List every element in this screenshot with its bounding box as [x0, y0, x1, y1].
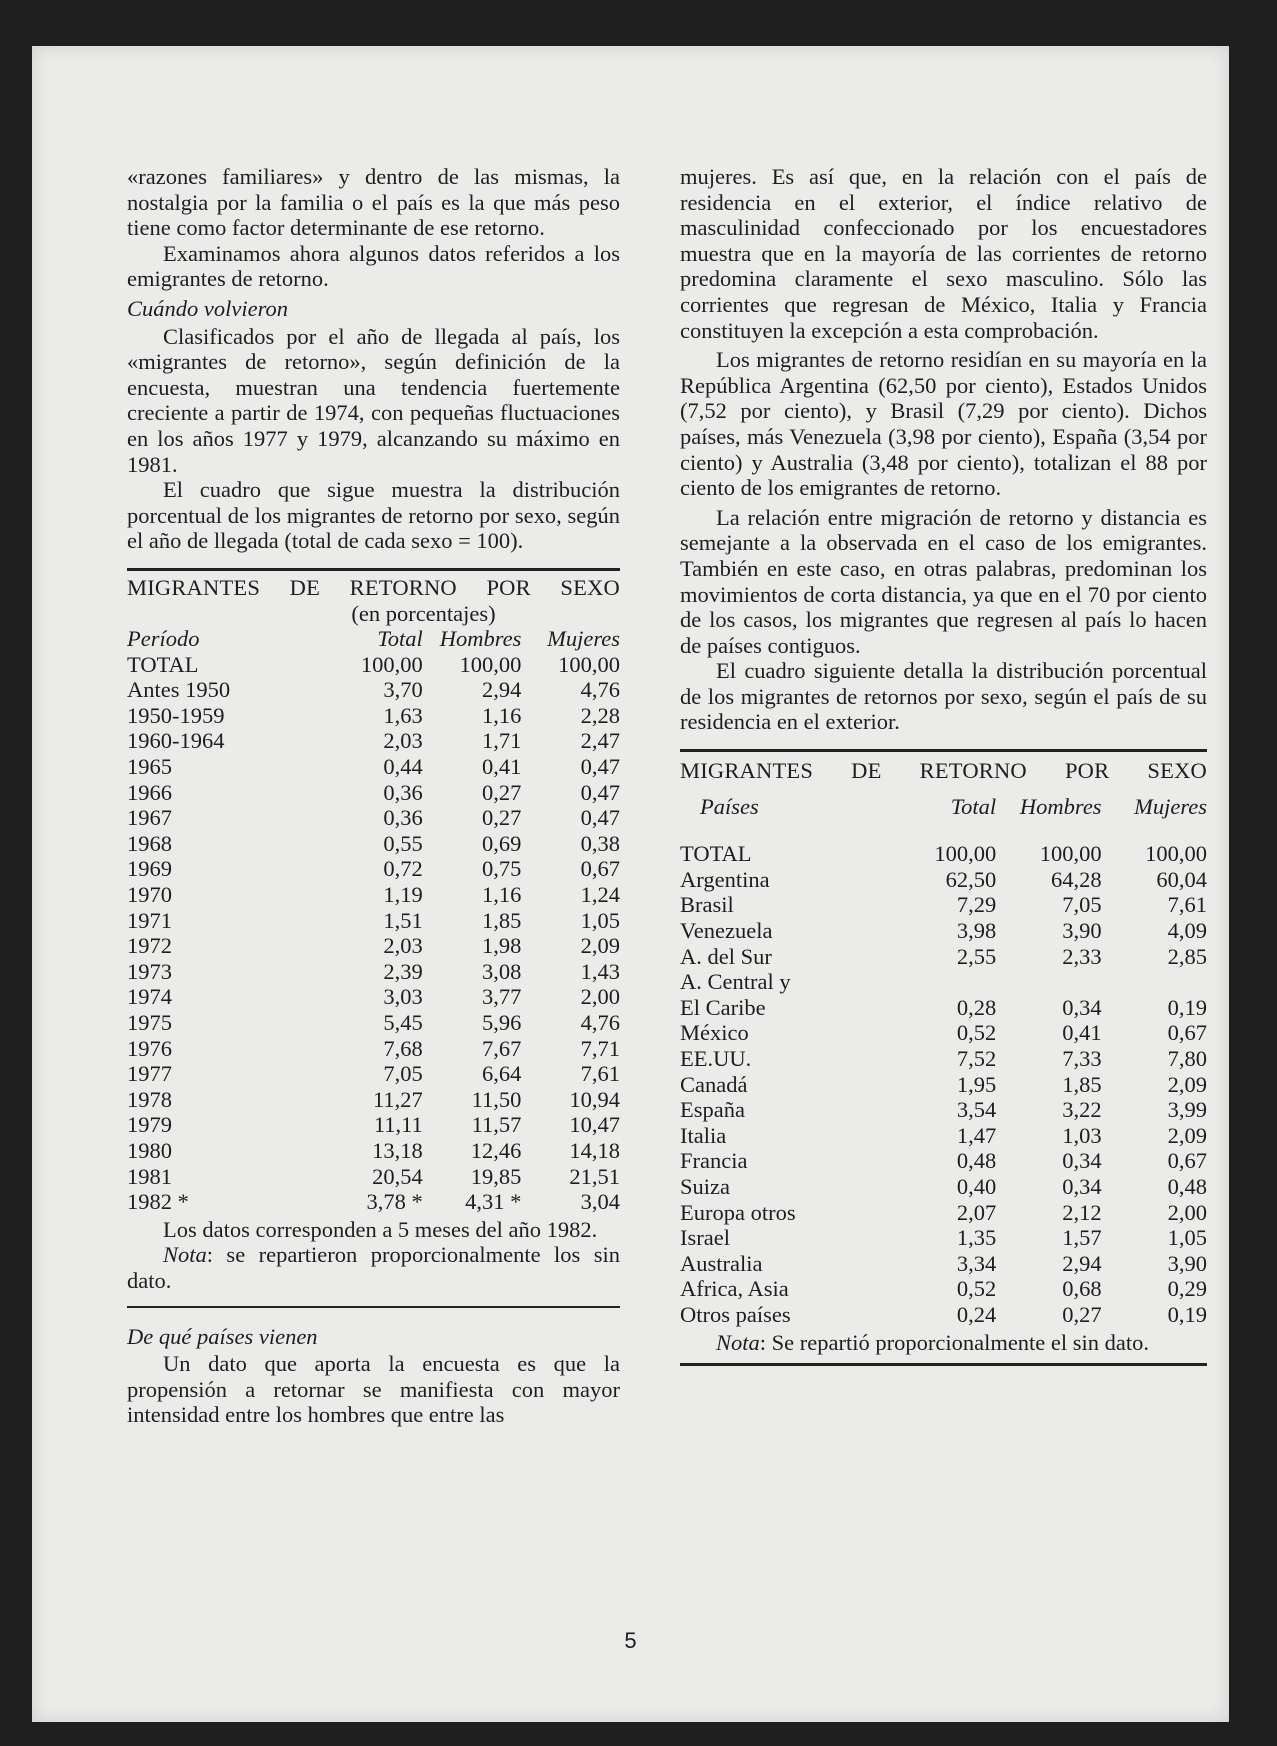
- table-row: [680, 867, 1207, 893]
- note-text: : Se repartió proporcionalmente el sin dato.: [759, 1329, 1150, 1355]
- cell-value: 0,67: [1167, 1020, 1207, 1046]
- cell-value: 1,43: [580, 958, 620, 984]
- cell-value: 3,22: [1062, 1097, 1102, 1123]
- cell-value: 3,03: [383, 984, 423, 1010]
- cell-value: 7,05: [383, 1061, 423, 1087]
- table-row: [127, 856, 620, 882]
- cell-value: 11,11: [373, 1112, 423, 1138]
- table-row: [127, 703, 620, 729]
- row-label: Francia: [680, 1148, 748, 1174]
- cell-value: 13,18: [372, 1137, 423, 1163]
- cell-value: 3,08: [482, 958, 522, 984]
- cell-value: 100,00: [459, 651, 522, 677]
- cell-value: 7,68: [383, 1035, 423, 1061]
- cell-value: 0,36: [383, 779, 423, 805]
- cell-value: 2,94: [1062, 1250, 1102, 1276]
- table-migrants-by-country: [680, 794, 1207, 1328]
- cell-value: 100,00: [558, 651, 620, 677]
- cell-value: 3,54: [956, 1097, 997, 1123]
- row-label: 1950-1959: [127, 702, 225, 728]
- cell-value: [996, 969, 1101, 995]
- cell-value: 0,41: [1062, 1020, 1102, 1046]
- row-label: Italia: [680, 1122, 727, 1148]
- cell-value: 1,35: [956, 1225, 997, 1251]
- cell-value: 2,09: [1167, 1071, 1207, 1097]
- cell-value: 14,18: [569, 1137, 620, 1163]
- cell-value: 0,38: [580, 830, 620, 856]
- row-label: Otros países: [680, 1301, 791, 1327]
- cell-value: 7,33: [1062, 1046, 1102, 1071]
- row-label: 1979: [127, 1112, 172, 1138]
- cell-value: 1,03: [1062, 1122, 1102, 1148]
- header-men: Hombres: [1019, 793, 1102, 819]
- cell-value: 0,27: [1062, 1301, 1102, 1327]
- cell-value: 3,78 *: [366, 1189, 423, 1215]
- table-row: [127, 959, 620, 985]
- table-header-row: [680, 794, 1207, 820]
- cell-value: 0,67: [1167, 1148, 1207, 1174]
- cell-value: 3,98: [956, 918, 997, 944]
- header-men: Hombres: [439, 626, 522, 652]
- row-label: TOTAL: [127, 651, 199, 677]
- table-row: [680, 1072, 1207, 1098]
- cell-value: 0,19: [1167, 994, 1207, 1020]
- table-body: [127, 652, 620, 1215]
- cell-value: 3,90: [1167, 1250, 1207, 1276]
- cell-value: 1,05: [580, 907, 620, 933]
- table-title: MIGRANTES DE RETORNO POR SEXO: [127, 574, 620, 600]
- row-label: 1978: [127, 1086, 172, 1112]
- cell-value: 100,00: [1145, 841, 1207, 867]
- cell-value: 1,24: [580, 882, 620, 908]
- cell-value: 1,85: [1062, 1071, 1102, 1097]
- cell-value: 21,51: [569, 1163, 620, 1189]
- row-label: 1977: [127, 1061, 172, 1087]
- table-row: [127, 728, 620, 754]
- paragraph: El cuadro que sigue muestra la distribución porcentual de los migrantes de retorno por sexo, según el año de llegada (total de cada sexo = 100).: [127, 477, 620, 554]
- cell-value: 2,03: [383, 933, 423, 959]
- row-label: EE.UU.: [680, 1046, 752, 1071]
- row-label: Australia: [680, 1250, 763, 1276]
- row-label: TOTAL: [680, 841, 752, 867]
- paragraph: El cuadro siguiente detalla la distribución porcentual de los migrantes de retornos por sexo, según el país de su residencia en el exterior.: [680, 658, 1207, 735]
- cell-value: 11,57: [471, 1112, 522, 1138]
- table-row: [680, 1251, 1207, 1277]
- cell-value: 1,19: [383, 882, 423, 908]
- cell-value: 0,48: [956, 1148, 997, 1174]
- cell-value: 0,34: [1062, 1173, 1102, 1199]
- table-row: [127, 1138, 620, 1164]
- cell-value: 0,41: [482, 754, 522, 780]
- table-row: [680, 1123, 1207, 1149]
- cell-value: 10,94: [569, 1086, 620, 1112]
- cell-value: 3,99: [1167, 1097, 1207, 1123]
- table-subtitle: (en porcentajes): [351, 600, 496, 626]
- cell-value: 5,96: [482, 1010, 522, 1035]
- cell-value: 4,76: [580, 1010, 620, 1035]
- cell-value: 3,34: [956, 1250, 997, 1276]
- cell-value: 0,40: [956, 1173, 997, 1199]
- cell-value: 0,48: [1167, 1173, 1207, 1199]
- paragraph: mujeres. Es así que, en la relación con el país de residencia en el exterior, el índice relativo de masculinidad confeccionado por los encuestadores muestra que en la mayoría de las corrientes de retorno predomina claramente el sexo masculino. Sólo las corrientes que regresan de México, Italia y Francia constituyen la excepción a esta comprobación.: [680, 164, 1207, 343]
- paragraph: «razones familiares» y dentro de las mismas, la nostalgia por la familia o el país es la que más peso tiene como factor determinante de ese retorno.: [127, 164, 620, 241]
- cell-value: 7,61: [1167, 892, 1207, 918]
- cell-value: 100,00: [934, 841, 997, 867]
- cell-value: 1,85: [482, 907, 522, 933]
- row-label: 1974: [127, 984, 172, 1010]
- table-row: [680, 841, 1207, 867]
- row-label: 1972: [127, 933, 172, 959]
- cell-value: 4,31 *: [465, 1189, 522, 1215]
- row-label: A. Central y: [680, 969, 791, 995]
- row-label: Brasil: [680, 892, 734, 918]
- cell-value: 0,24: [956, 1301, 997, 1327]
- table-row: [680, 1302, 1207, 1328]
- table-row: [680, 892, 1207, 918]
- cell-value: 0,19: [1167, 1301, 1207, 1327]
- table-row: [127, 652, 620, 678]
- cell-value: 2,28: [580, 702, 620, 728]
- table-row: [127, 1164, 620, 1190]
- row-label: Antes 1950: [127, 677, 231, 703]
- table-row: [680, 1148, 1207, 1174]
- table-migrants-by-year: [127, 626, 620, 1215]
- table-row: [127, 908, 620, 934]
- cell-value: 6,64: [482, 1061, 522, 1087]
- row-label: Suiza: [680, 1173, 730, 1199]
- header-countries: Países: [700, 793, 759, 819]
- note-label: Nota: [716, 1329, 760, 1355]
- cell-value: 100,00: [1039, 841, 1102, 867]
- row-label: El Caribe: [680, 994, 766, 1020]
- cell-value: 1,57: [1062, 1225, 1102, 1251]
- table-row: [680, 1200, 1207, 1226]
- cell-value: 0,47: [580, 805, 620, 831]
- row-label: 1970: [127, 882, 172, 908]
- row-label: 1976: [127, 1035, 172, 1061]
- header-women: Mujeres: [547, 626, 620, 652]
- table-bottom-rule: [680, 1363, 1207, 1366]
- left-column: [127, 164, 620, 1428]
- header-women: Mujeres: [1134, 793, 1207, 819]
- row-label: España: [680, 1097, 745, 1123]
- row-label: A. del Sur: [680, 943, 772, 969]
- row-label: 1971: [127, 907, 172, 933]
- table-note-2: [127, 1242, 620, 1293]
- row-label: 1968: [127, 830, 172, 856]
- note-text: : se repartieron proporcionalmente los sin dato.: [127, 1242, 620, 1293]
- cell-value: 3,90: [1062, 918, 1102, 944]
- row-label: 1965: [127, 754, 172, 780]
- cell-value: 0,29: [1167, 1276, 1207, 1302]
- cell-value: 20,54: [372, 1163, 423, 1189]
- cell-value: 10,47: [569, 1112, 620, 1138]
- cell-value: 1,95: [956, 1071, 997, 1097]
- paragraph: Examinamos ahora algunos datos referidos a los emigrantes de retorno.: [127, 240, 620, 292]
- table-row: [127, 984, 620, 1010]
- row-label: 1982 *: [127, 1189, 189, 1215]
- cell-value: 0,68: [1062, 1276, 1102, 1302]
- cell-value: 2,85: [1167, 943, 1207, 969]
- table-note: [680, 1330, 1207, 1356]
- paragraph: Un dato que aporta la encuesta es que la propensión a retornar se manifiesta con mayor intensidad entre los hombres que entre las: [127, 1351, 620, 1428]
- table-row: [680, 1020, 1207, 1046]
- cell-value: 2,00: [580, 984, 620, 1010]
- cell-value: 2,09: [1167, 1122, 1207, 1148]
- cell-value: 1,16: [482, 882, 522, 908]
- cell-value: 0,75: [482, 856, 522, 882]
- table-top-rule: [680, 749, 1207, 752]
- cell-value: 62,50: [945, 866, 997, 892]
- row-label: Canadá: [680, 1071, 748, 1097]
- cell-value: 11,27: [372, 1086, 423, 1112]
- header-total: Total: [950, 793, 997, 819]
- table-row: [127, 805, 620, 831]
- row-label: Europa otros: [680, 1199, 796, 1225]
- table-row: [127, 1189, 620, 1215]
- cell-value: 2,03: [383, 728, 423, 754]
- cell-value: 0,27: [482, 805, 522, 831]
- cell-value: 0,72: [383, 856, 423, 882]
- cell-value: 0,52: [956, 1020, 997, 1046]
- cell-value: 4,09: [1167, 918, 1207, 944]
- section-heading-de-que-paises: De qué países vienen: [127, 1323, 318, 1349]
- note-label: Nota: [163, 1242, 207, 1268]
- cell-value: 0,27: [482, 779, 522, 805]
- paragraph: Los migrantes de retorno residían en su mayoría en la República Argentina (62,50 por ciento), Estados Unidos (7,52 por ciento), y Brasil (7,29 por ciento). Dichos países, más Venezuela (3,98 por ciento), España (3,54 por ciento) y Australia (3,48 por ciento), totalizan el 88 por ciento de los emigrantes de retorno.: [680, 347, 1207, 501]
- cell-value: 19,85: [470, 1163, 522, 1189]
- cell-value: 2,00: [1167, 1199, 1207, 1225]
- header-period: Período: [127, 626, 200, 652]
- table-row: [127, 933, 620, 959]
- table-header-row: [127, 626, 620, 652]
- cell-value: 2,47: [580, 728, 620, 754]
- cell-value: 7,71: [580, 1035, 620, 1061]
- cell-value: 0,55: [383, 830, 423, 856]
- row-label: 1960-1964: [127, 728, 225, 754]
- cell-value: 7,67: [482, 1035, 522, 1061]
- cell-value: 2,33: [1062, 943, 1102, 969]
- book-page: [32, 46, 1229, 1722]
- table-body: [680, 841, 1207, 1327]
- cell-value: 0,67: [580, 856, 620, 882]
- page-number: 5: [624, 1628, 637, 1653]
- cell-value: 7,29: [956, 892, 997, 918]
- cell-value: 7,80: [1167, 1046, 1207, 1071]
- cell-value: 7,61: [580, 1061, 620, 1087]
- header-total: Total: [377, 626, 423, 652]
- cell-value: 11,50: [471, 1086, 522, 1112]
- cell-value: 7,05: [1062, 892, 1102, 918]
- cell-value: 1,16: [482, 702, 522, 728]
- cell-value: 100,00: [360, 651, 423, 677]
- table-row: [127, 677, 620, 703]
- row-label: 1973: [127, 958, 172, 984]
- cell-value: 1,05: [1167, 1225, 1207, 1251]
- cell-value: 0,52: [956, 1276, 997, 1302]
- cell-value: 2,94: [482, 677, 522, 703]
- table-row: [680, 1276, 1207, 1302]
- cell-value: 2,07: [956, 1199, 997, 1225]
- section-heading-cuando-volvieron: Cuándo volvieron: [127, 295, 289, 321]
- row-label: 1967: [127, 805, 172, 831]
- table-row: [680, 1225, 1207, 1251]
- cell-value: 0,28: [956, 994, 997, 1020]
- table-top-rule: [127, 568, 620, 571]
- row-label: 1969: [127, 856, 172, 882]
- row-label: México: [680, 1020, 749, 1046]
- row-label: 1966: [127, 779, 172, 805]
- table-row: [680, 944, 1207, 970]
- cell-value: 3,70: [383, 677, 423, 703]
- cell-value: 2,39: [383, 958, 423, 984]
- cell-value: 5,45: [383, 1010, 423, 1035]
- table-row: [127, 831, 620, 857]
- cell-value: 2,09: [580, 933, 620, 959]
- table-row: [127, 1010, 620, 1036]
- paragraph: Clasificados por el año de llegada al país, los «migrantes de retorno», según definición de la encuesta, muestran una tendencia fuertemente creciente a partir de 1974, con pequeñas fluctuaciones en los años 1977 y 1979, alcanzando su máximo en 1981.: [127, 323, 620, 477]
- cell-value: 1,71: [482, 728, 522, 754]
- table-row: [680, 995, 1207, 1021]
- table-row: [127, 1061, 620, 1087]
- cell-value: 0,47: [580, 779, 620, 805]
- cell-value: 3,77: [482, 984, 522, 1010]
- table-bottom-rule: [127, 1306, 620, 1308]
- table-row: [680, 1174, 1207, 1200]
- table-row: [127, 882, 620, 908]
- cell-value: 2,55: [956, 943, 997, 969]
- cell-value: 0,69: [482, 830, 522, 856]
- row-label: Africa, Asia: [680, 1276, 789, 1302]
- row-label: 1981: [127, 1163, 172, 1189]
- table-note: Los datos corresponden a 5 meses del año 1982.: [163, 1216, 598, 1242]
- table-row: [127, 754, 620, 780]
- header-spacer: [680, 819, 1207, 841]
- table-row: [680, 969, 1207, 995]
- row-label: Argentina: [680, 866, 770, 892]
- cell-value: 0,34: [1062, 1148, 1102, 1174]
- table-row: [680, 1097, 1207, 1123]
- table-row: [127, 1036, 620, 1062]
- cell-value: 7,52: [956, 1046, 997, 1071]
- table-row: [127, 1087, 620, 1113]
- cell-value: 4,76: [580, 677, 620, 703]
- table-row: [680, 918, 1207, 944]
- table-row: [127, 780, 620, 806]
- cell-value: 1,98: [482, 933, 522, 959]
- cell-value: 0,34: [1062, 994, 1102, 1020]
- cell-value: [1102, 969, 1207, 995]
- table-row: [680, 1046, 1207, 1072]
- cell-value: 0,36: [383, 805, 423, 831]
- cell-value: 60,04: [1156, 866, 1207, 892]
- cell-value: 3,04: [580, 1189, 620, 1215]
- row-label: Israel: [680, 1225, 730, 1251]
- table-row: [127, 1112, 620, 1138]
- table-title: MIGRANTES DE RETORNO POR SEXO: [680, 758, 1207, 784]
- cell-value: 2,12: [1062, 1199, 1102, 1225]
- cell-value: 0,44: [383, 754, 423, 780]
- cell-value: 0,47: [580, 754, 620, 780]
- cell-value: 1,47: [956, 1122, 997, 1148]
- cell-value: 1,63: [383, 702, 423, 728]
- cell-value: 64,28: [1050, 866, 1102, 892]
- cell-value: 1,51: [383, 907, 423, 933]
- right-column: [680, 164, 1207, 1370]
- paragraph: La relación entre migración de retorno y distancia es semejante a la observada en el caso de los emigrantes. También en este caso, en otras palabras, predominan los movimientos de corta distancia, ya que en el 70 por ciento de los casos, los migrantes que regresen al país lo hacen de países contiguos.: [680, 504, 1207, 658]
- row-label: 1975: [127, 1010, 172, 1035]
- cell-value: 12,46: [470, 1137, 522, 1163]
- cell-value: [891, 969, 996, 995]
- row-label: 1980: [127, 1137, 172, 1163]
- row-label: Venezuela: [680, 918, 773, 944]
